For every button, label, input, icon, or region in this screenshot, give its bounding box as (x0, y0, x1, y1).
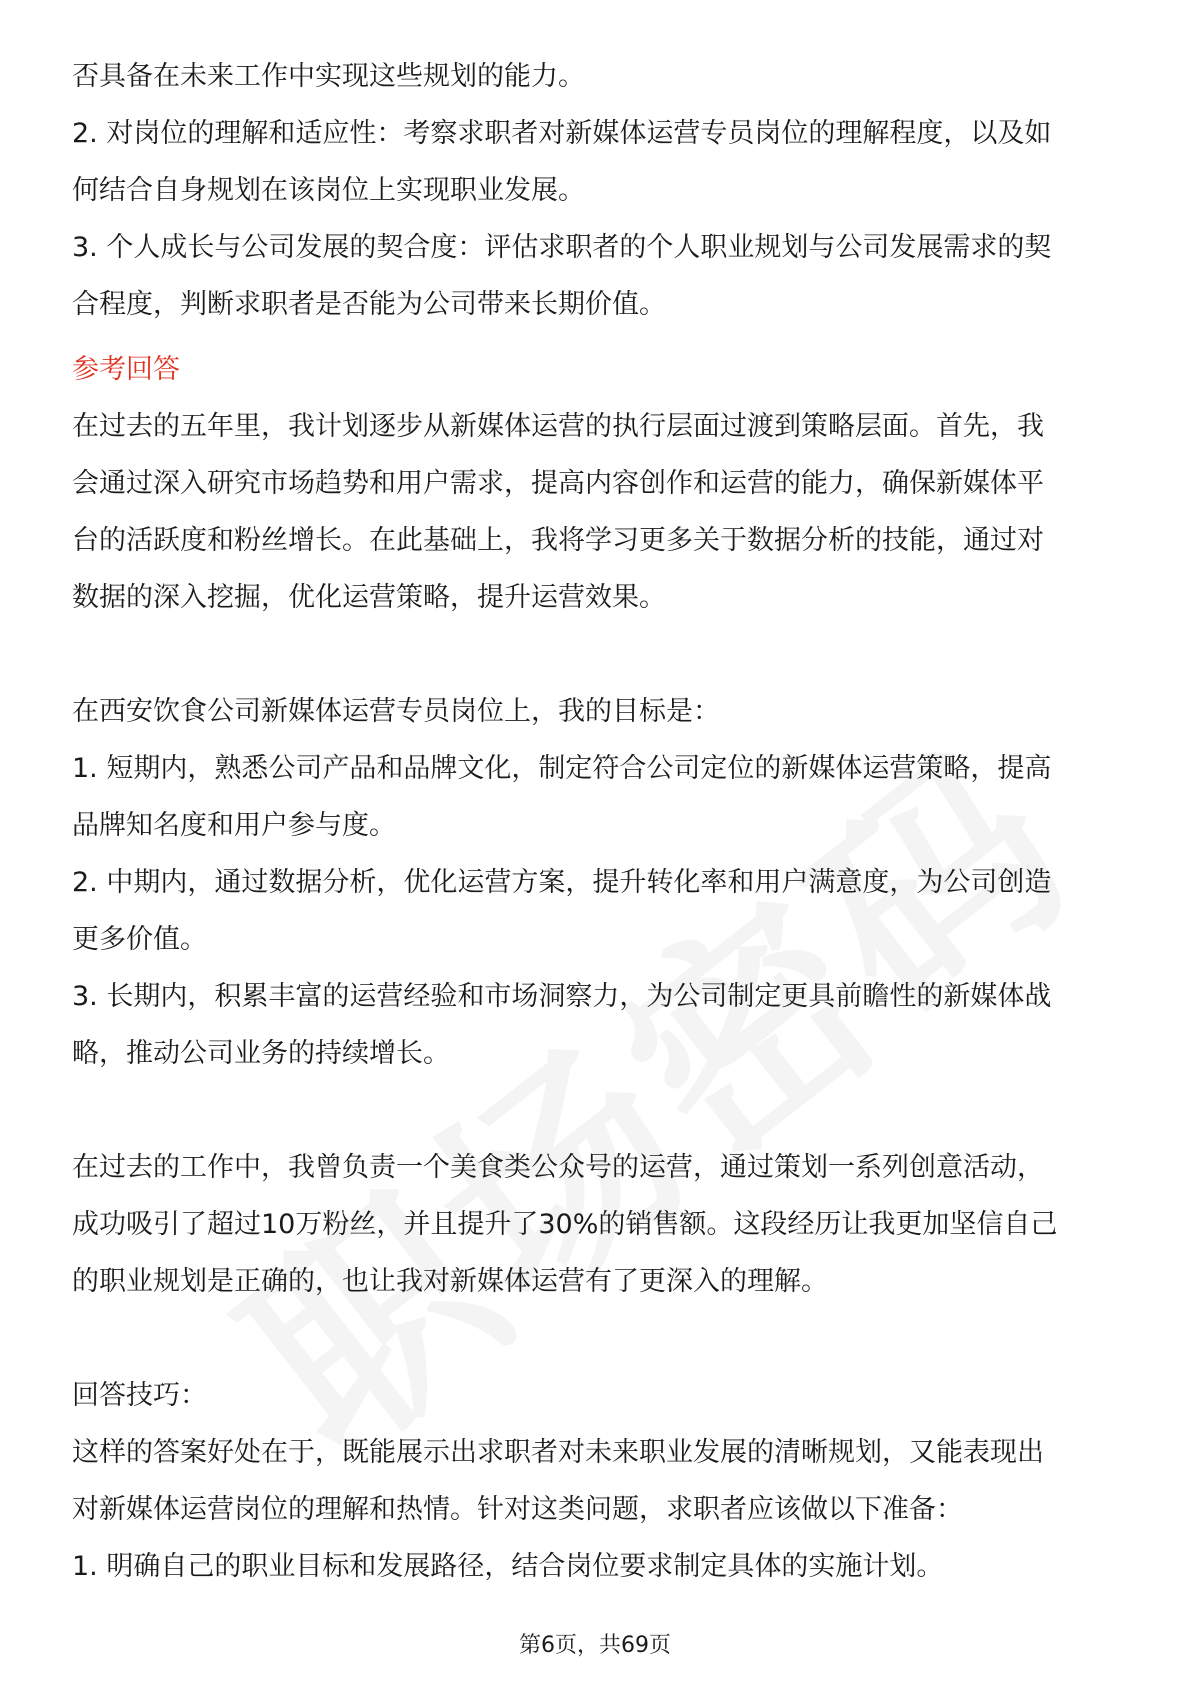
page-number: 第6页，共69页 (519, 1633, 671, 1658)
text-line: 1. 明确自己的职业目标和发展路径，结合岗位要求制定具体的实施计划。 (72, 1551, 944, 1582)
text-line: 合程度，判断求职者是否能为公司带来长期价值。 (72, 289, 666, 320)
text-line: 2. 中期内，通过数据分析，优化运营方案，提升转化率和用户满意度，为公司创造 (72, 867, 1052, 898)
text-line: 台的活跃度和粉丝增长。在此基础上，我将学习更多关于数据分析的技能，通过对 (72, 525, 1044, 556)
paragraph-gap (72, 1082, 1118, 1139)
text-line: 略，推动公司业务的持续增长。 (72, 1038, 450, 1069)
text-line: 在过去的五年里，我计划逐步从新媒体运营的执行层面过渡到策略层面。首先，我 (72, 411, 1044, 442)
text-line: 品牌知名度和用户参与度。 (72, 810, 396, 841)
tips-heading: 回答技巧： (72, 1380, 207, 1411)
text-line: 否具备在未来工作中实现这些规划的能力。 (72, 61, 585, 92)
text-line: 会通过深入研究市场趋势和用户需求，提高内容创作和运营的能力，确保新媒体平 (72, 468, 1044, 499)
text-line: 何结合自身规划在该岗位上实现职业发展。 (72, 175, 585, 206)
section-heading: 参考回答 (72, 354, 180, 385)
text-line: 对新媒体运营岗位的理解和热情。针对这类问题，求职者应该做以下准备： (72, 1494, 963, 1525)
text-line: 1. 短期内，熟悉公司产品和品牌文化，制定符合公司定位的新媒体运营策略，提高 (72, 753, 1052, 784)
text-line: 2. 对岗位的理解和适应性：考察求职者对新媒体运营专员岗位的理解程度，以及如 (72, 118, 1052, 149)
text-line: 数据的深入挖掘，优化运营策略，提升运营效果。 (72, 582, 666, 613)
text-line: 在过去的工作中，我曾负责一个美食类公众号的运营，通过策划一系列创意活动， (72, 1152, 1044, 1183)
text-line: 3. 个人成长与公司发展的契合度：评估求职者的个人职业规划与公司发展需求的契 (72, 232, 1052, 263)
text-line: 的职业规划是正确的，也让我对新媒体运营有了更深入的理解。 (72, 1266, 828, 1297)
paragraph-gap (72, 1310, 1118, 1367)
text-line: 更多价值。 (72, 924, 207, 955)
text-line: 这样的答案好处在于，既能展示出求职者对未来职业发展的清晰规划，又能表现出 (72, 1437, 1044, 1468)
text-line: 在西安饮食公司新媒体运营专员岗位上，我的目标是： (72, 696, 720, 727)
text-line: 3. 长期内，积累丰富的运营经验和市场洞察力，为公司制定更具前瞻性的新媒体战 (72, 981, 1052, 1012)
page-content (72, 48, 1118, 1595)
text-line: 成功吸引了超过10万粉丝，并且提升了30%的销售额。这段经历让我更加坚信自己 (72, 1209, 1058, 1240)
paragraph-gap (72, 626, 1118, 683)
